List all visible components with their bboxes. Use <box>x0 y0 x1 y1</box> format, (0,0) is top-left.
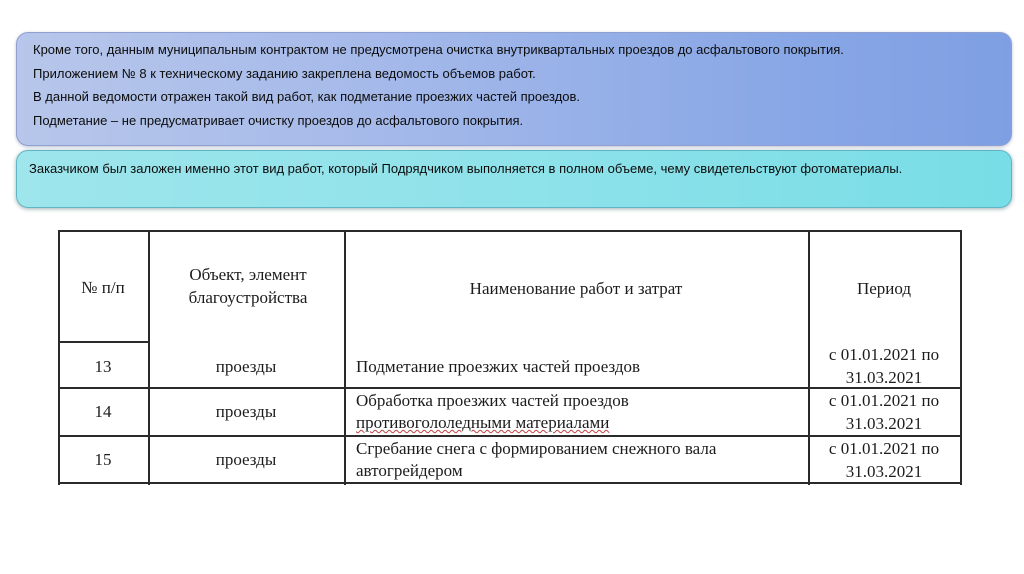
row-13-work: Подметание проезжих частей проездов <box>356 357 641 376</box>
row-13-period-end: 31.03.2021 <box>845 368 923 387</box>
row-15-object: проезды <box>215 450 277 469</box>
header-work: Наименование работ и затрат <box>469 279 683 298</box>
header-object: Объект, элемент благоустройства <box>188 265 308 307</box>
row-14-period-start: с 01.01.2021 по <box>828 391 940 410</box>
row-15-period-start: с 01.01.2021 по <box>828 439 940 458</box>
works-table-scan <box>58 230 962 485</box>
table-divider-2 <box>344 230 346 485</box>
row-15-period-end: 31.03.2021 <box>845 462 923 481</box>
row-13-period-start: с 01.01.2021 по <box>828 345 940 364</box>
row-14-work-line1: Обработка проезжих частей проездов <box>356 391 629 410</box>
info-paragraph-1: Кроме того, данным муниципальным контрактом не предусмотрена очистка внутриквартальных проездов до асфальтового покрытия. <box>33 42 844 57</box>
row-15-num: 15 <box>94 450 112 469</box>
table-border-right <box>960 230 962 485</box>
header-period: Период <box>856 279 912 298</box>
row-15-work-line2: автогрейдером <box>356 461 463 480</box>
header-num: № п/п <box>81 278 125 297</box>
table-row-divider-num <box>58 341 148 343</box>
row-13-num: 13 <box>94 357 112 376</box>
info-paragraph-2: Приложением № 8 к техническому заданию закреплена ведомость объемов работ. <box>33 65 536 81</box>
row-13-object: проезды <box>215 357 277 376</box>
table-border-top <box>58 230 962 232</box>
info-paragraph-3: В данной ведомости отражен такой вид работ, как подметание проезжих частей проездов. <box>33 89 581 104</box>
row-14-work-line2-wrap <box>356 411 808 434</box>
info-paragraph-4: Подметание – не предусматривает очистку проездов до асфальтового покрытия. <box>33 112 524 128</box>
row-14-period-end: 31.03.2021 <box>845 414 923 433</box>
row-15-work-line1: Сгребание снега с формированием снежного вала <box>356 439 717 458</box>
row-14-num: 14 <box>94 402 112 421</box>
conclusion-text: Заказчиком был заложен именно этот вид работ, который Подрядчиком выполняется в полном объеме, чему свидетельствуют фотоматериалы. <box>29 161 903 176</box>
info-box <box>16 32 1012 146</box>
row-14-work-line2: противогололедными материалами <box>356 413 610 432</box>
conclusion-box <box>16 150 1012 208</box>
row-14-object: проезды <box>215 402 277 421</box>
